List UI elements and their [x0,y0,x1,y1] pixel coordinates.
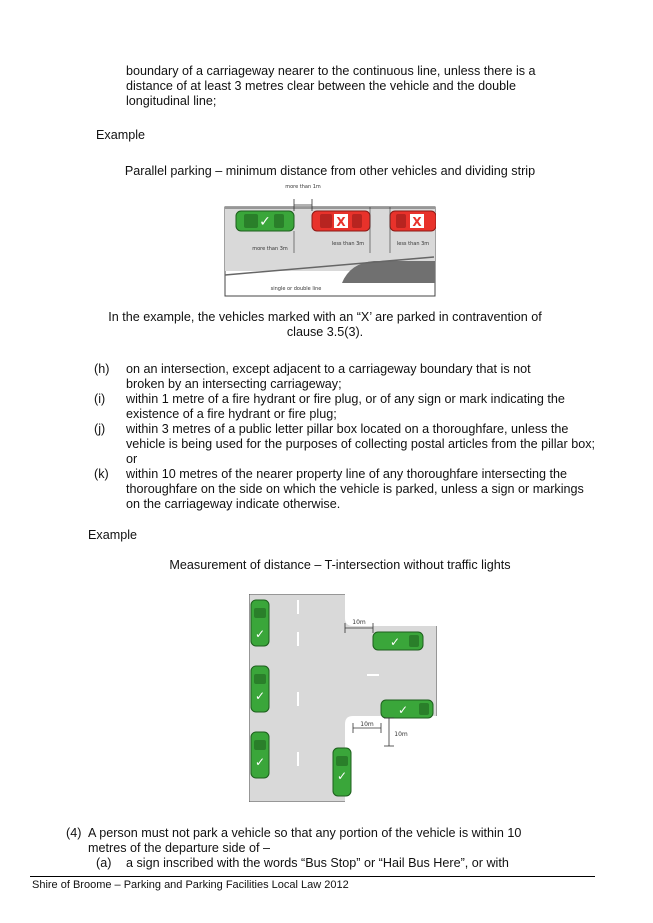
clause4-sub-text: a sign inscribed with the words “Bus Stop” or “Hail Bus Here”, or with [126,856,509,870]
example1-title: Parallel parking – minimum distance from other vehicles and dividing strip [124,164,536,178]
car-right-top [373,632,423,650]
label-more-than-3m: more than 3m [252,246,288,252]
corner-block-bottom [345,716,437,802]
dist-label-mid: 10m [360,721,374,728]
item-h-text: on an intersection, except adjacent to a carriageway boundary that is not broken by an intersecting carriageway; [126,362,531,391]
item-k-text: within 10 metres of the nearer property line of any thoroughfare intersecting the thoroughfare on the side on which the vehicle is parked, unless a sign or markings on the carriageway indicate otherwise. [126,467,584,511]
svg-text:✓: ✓ [259,214,271,230]
item-k-label: (k) [94,467,109,481]
svg-text:✓: ✓ [397,703,409,717]
t-intersection-diagram [249,594,437,802]
label-less-than-3m-a: less than 3m [331,241,365,247]
illegal-parked-car-1 [312,211,370,231]
svg-text:X: X [336,215,346,229]
footer-rule [30,876,595,877]
legal-parked-car [236,211,294,231]
item-h-label: (h) [94,362,110,376]
item-j-text: within 3 metres of a public letter pillar box located on a thoroughfare, unless the vehicle is being used for the purposes of collecting postal articles from the pillar box; or [126,422,596,466]
car-left-3 [251,732,269,778]
dist-label-top: 10m [352,619,366,626]
svg-text:✓: ✓ [254,755,266,769]
clause4-label: (4) [66,826,82,840]
svg-text:✓: ✓ [336,769,348,783]
parallel-parking-diagram [224,183,436,298]
footer-text: Shire of Broome – Parking and Parking Facilities Local Law 2012 [32,879,349,891]
label-more-than-1m: more than 1m [285,184,321,190]
item-i-label: (i) [94,392,106,406]
svg-text:✓: ✓ [254,689,266,703]
item-j-label: (j) [94,422,106,436]
car-left-1 [251,600,269,646]
item-i-text: within 1 metre of a fire hydrant or fire plug, or of any sign or mark indicating the existence of a fire hydrant or fire plug; [126,392,565,421]
label-less-than-3m-b: less than 3m [396,241,430,247]
example2-heading: Example [88,528,137,542]
example1-heading: Example [96,128,145,142]
dist-label-vert: 10m [394,731,408,738]
car-left-2 [251,666,269,712]
svg-text:X: X [412,215,422,229]
top-paragraph: boundary of a carriageway nearer to the continuous line, unless there is a distance of at least 3 metres clear between the vehicle and the double longitudinal line; [126,64,536,108]
clause4-text: A person must not park a vehicle so that any portion of the vehicle is within 10 metres of the departure side of – [88,826,522,855]
example2-title: Measurement of distance – T-intersection without traffic lights [169,558,511,572]
svg-text:✓: ✓ [254,627,266,641]
car-right-middle [381,700,433,718]
illegal-parked-car-2 [390,211,436,231]
contravention-note: In the example, the vehicles marked with an “X’ are parked in contravention of clause 3.5(3). [108,310,542,339]
car-bottom-vertical [333,748,351,796]
clause4-sub-label: (a) [96,856,112,870]
label-single-double-line: single or double line [270,286,322,292]
svg-text:✓: ✓ [389,635,401,649]
